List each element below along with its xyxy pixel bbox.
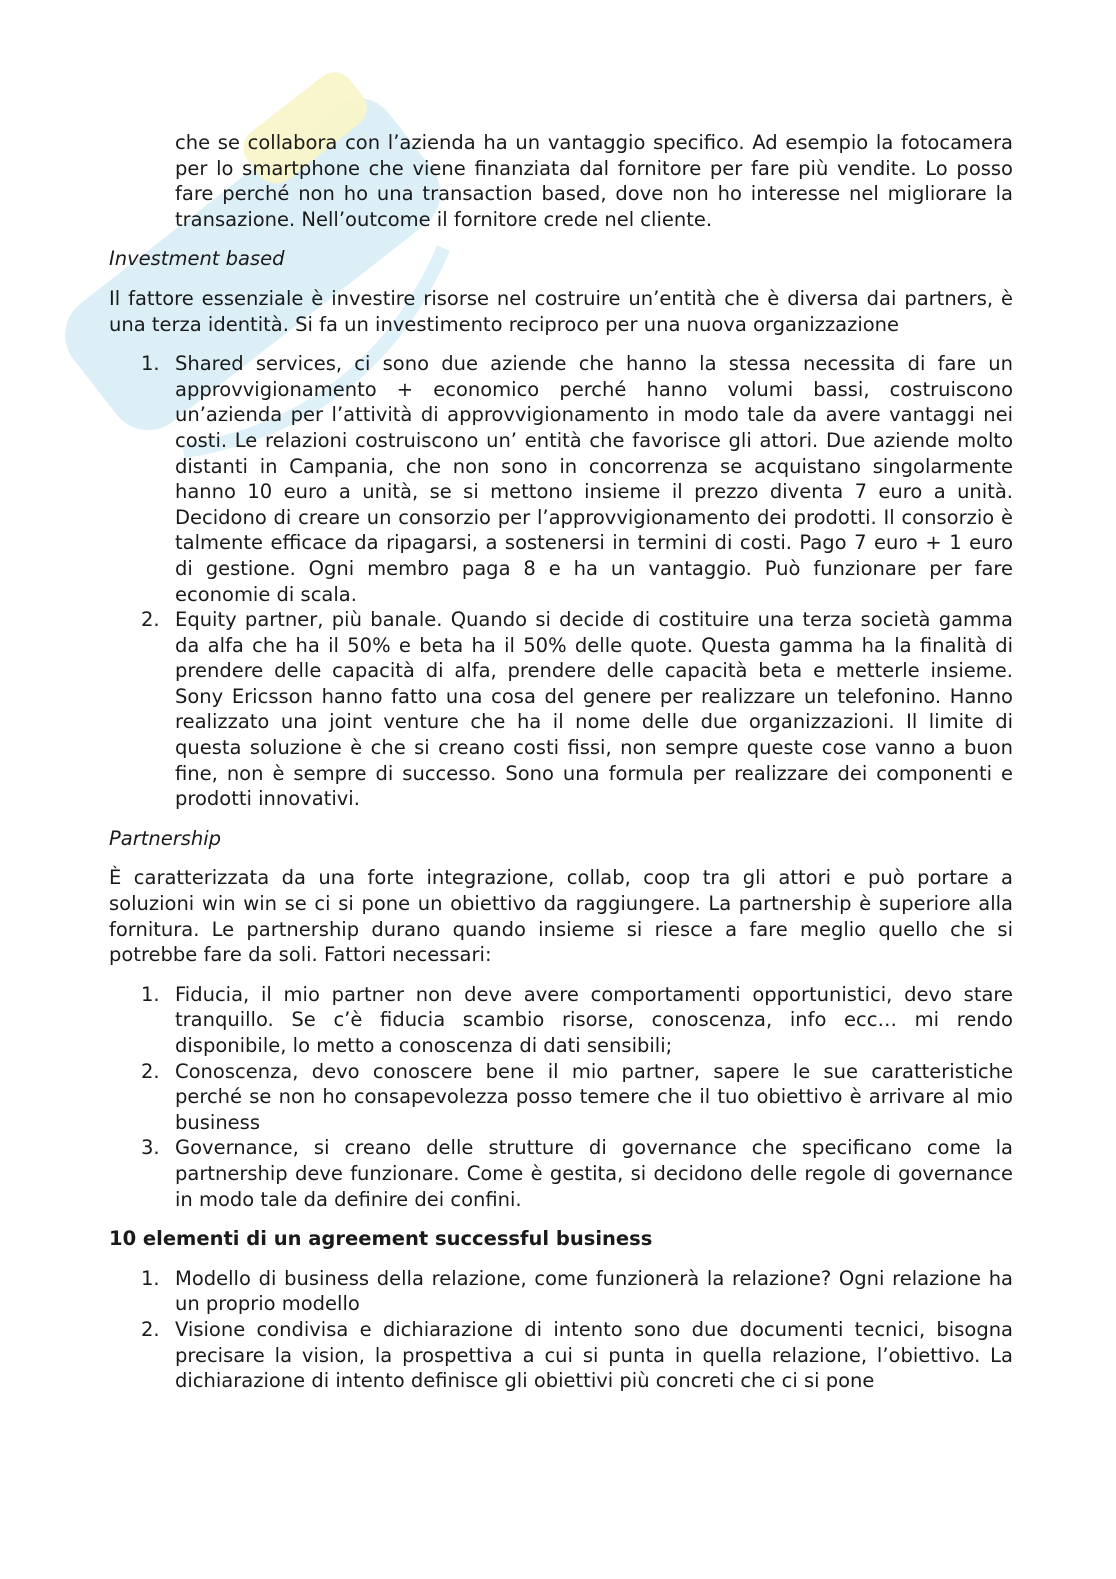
intro-continuation: che se collabora con l’azienda ha un vantaggio specifico. Ad esempio la fotocamera per lo smartphone che viene finanziata dal fornitore per fare più vendite. Lo posso fare perché non ho una transaction based, dove non ho interesse nel migliorare la transazione. Nell’outcome il fornitore crede nel cliente. xyxy=(175,131,1013,231)
list-item: 2. Equity partner, più banale. Quando si decide di costituire una terza società gamma da alfa che ha il 50% e beta ha il 50% delle quote. Questa gamma ha la finalità di prendere delle capacità di alfa, prendere delle capacità beta e metterle insieme. Sony Ericsson hanno fatto una cosa del genere per realizzare un telefonino. Hanno realizzato una joint venture che ha il nome delle due organizzazioni. Il limite di questa soluzione è che si creano costi fissi, non sempre queste cose vanno a buon fine, non è sempre di successo. Sono una formula per realizzare dei componenti e prodotti innovativi. xyxy=(141,608,1013,811)
elements-list xyxy=(109,1266,1013,1394)
investment-list xyxy=(109,351,1013,812)
list-item: 1. Fiducia, il mio partner non deve avere comportamenti opportunistici, devo stare tranquillo. Se c’è fiducia scambio risorse, conoscenza, info ecc… mi rendo disponibile, lo metto a conoscenza di dati sensibili; xyxy=(141,982,1013,1057)
partnership-list xyxy=(109,982,1013,1212)
partnership-intro: È caratterizzata da una forte integrazione, collab, coop tra gli attori e può portare a soluzioni win win se ci si pone un obiettivo da raggiungere. La partnership è superiore alla fornitura. Le partnership durano quando insieme si riesce a fare meglio quello che si potrebbe fare da soli. Fattori necessari: xyxy=(109,866,1013,967)
list-item: 2. Visione condivisa e dichiarazione di intento sono due documenti tecnici, bisogna precisare la vision, la prospettiva a cui si punta in quella relazione, l’obiettivo. La dichiarazione di intento definisce gli obiettivi più concreti che ci si pone xyxy=(141,1317,1013,1393)
investment-intro: Il fattore essenziale è investire risorse nel costruire un’entità che è diversa dai partners, è una terza identità. Si fa un investimento reciproco per una nuova organizzazione xyxy=(109,286,1013,336)
list-item: 3. Governance, si creano delle strutture di governance che specificano come la partnership deve funzionare. Come è gestita, si decidono delle regole di governance in modo tale da definire dei confini. xyxy=(141,1136,1013,1211)
heading-investment-based: Investment based xyxy=(109,247,285,271)
list-item: 1. Modello di business della relazione, come funzionerà la relazione? Ogni relazione ha un proprio modello xyxy=(141,1266,1013,1316)
list-item: 2. Conoscenza, devo conoscere bene il mio partner, sapere le sue caratteristiche perché se non ho consapevolezza posso temere che il tuo obiettivo è arrivare al mio business xyxy=(141,1059,1013,1134)
heading-partnership: Partnership xyxy=(109,826,222,850)
document-page xyxy=(109,130,1013,1408)
list-item: 1. Shared services, ci sono due aziende che hanno la stessa necessita di fare un approvvigionamento + economico perché hanno volumi bassi, costruiscono un’azienda per l’attività di approvvigionamento in modo tale da avere vantaggi nei costi. Le relazioni costruiscono un’ entità che favorisce gli attori. Due aziende molto distanti in Campania, che non sono in concorrenza se acquistano singolarmente hanno 10 euro a unità, se si mettono insieme il prezzo diventa 7 euro a unità. Decidono di creare un consorzio per l’approvvigionamento dei prodotti. Il consorzio è talmente efficace da ripagarsi, a sostenersi in termini di costi. Pago 7 euro + 1 euro di gestione. Ogni membro paga 8 e ha un vantaggio. Può funzionare per fare economie di scala. xyxy=(141,352,1013,606)
heading-10-elements: 10 elementi di un agreement successful business xyxy=(109,1227,653,1251)
